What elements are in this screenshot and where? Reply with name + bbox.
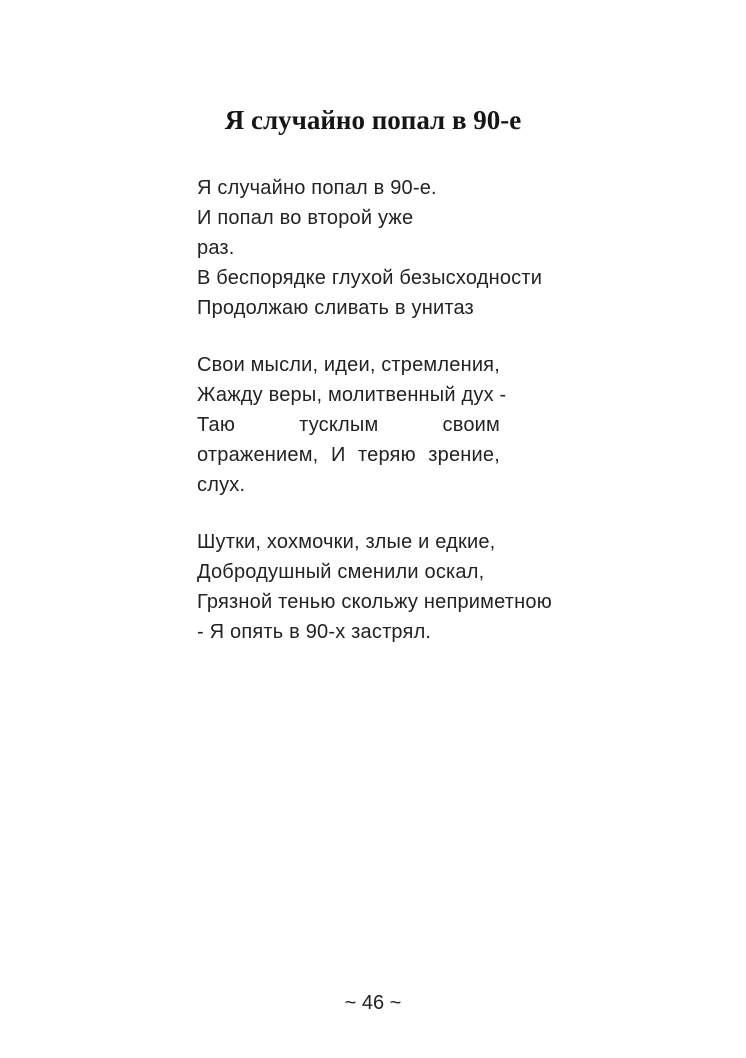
poem-word: Свои	[197, 354, 245, 376]
poem-line	[197, 440, 500, 470]
poem-body	[197, 173, 552, 674]
poem-title: Я случайно попал в 90-е	[224, 105, 522, 135]
poem-word: своим	[442, 414, 500, 436]
poem-word: мысли,	[250, 354, 319, 376]
poem-line: Я случайно попал в 90-е.	[197, 177, 437, 199]
poem-word: зрение,	[428, 444, 500, 466]
poem-line: В беспорядке глухой безысходности	[197, 267, 543, 289]
poem-word: И	[330, 444, 346, 466]
poem-stanza	[197, 350, 537, 500]
poem-word: теряю	[358, 444, 416, 466]
page-number: ~ 46 ~	[344, 992, 402, 1014]
poem-line: Продолжаю сливать в унитаз	[197, 297, 474, 319]
poem-line	[197, 350, 500, 380]
poem-line: - Я опять в 90-х застрял.	[197, 621, 432, 643]
poem-line: Шутки, хохмочки, злые и едкие,	[197, 531, 496, 553]
poem-line: Добродушный сменили оскал,	[197, 561, 485, 583]
poem-word: тусклым	[299, 414, 379, 436]
poem-word: стремления,	[381, 354, 500, 376]
poem-line	[197, 410, 500, 440]
poem-stanza	[197, 527, 552, 647]
poem-line: раз.	[197, 237, 235, 259]
poem-stanza	[197, 173, 543, 323]
poem-line: Жажду веры, молитвенный дух -	[197, 384, 507, 406]
poem-line: слух.	[197, 474, 246, 496]
poem-word: идеи,	[323, 354, 376, 376]
poem-word: Таю	[197, 414, 236, 436]
poem-word: отражением,	[197, 444, 319, 466]
poem-line: Грязной тенью скольжу неприметною	[197, 591, 552, 613]
poem-line: И попал во второй уже	[197, 207, 414, 229]
